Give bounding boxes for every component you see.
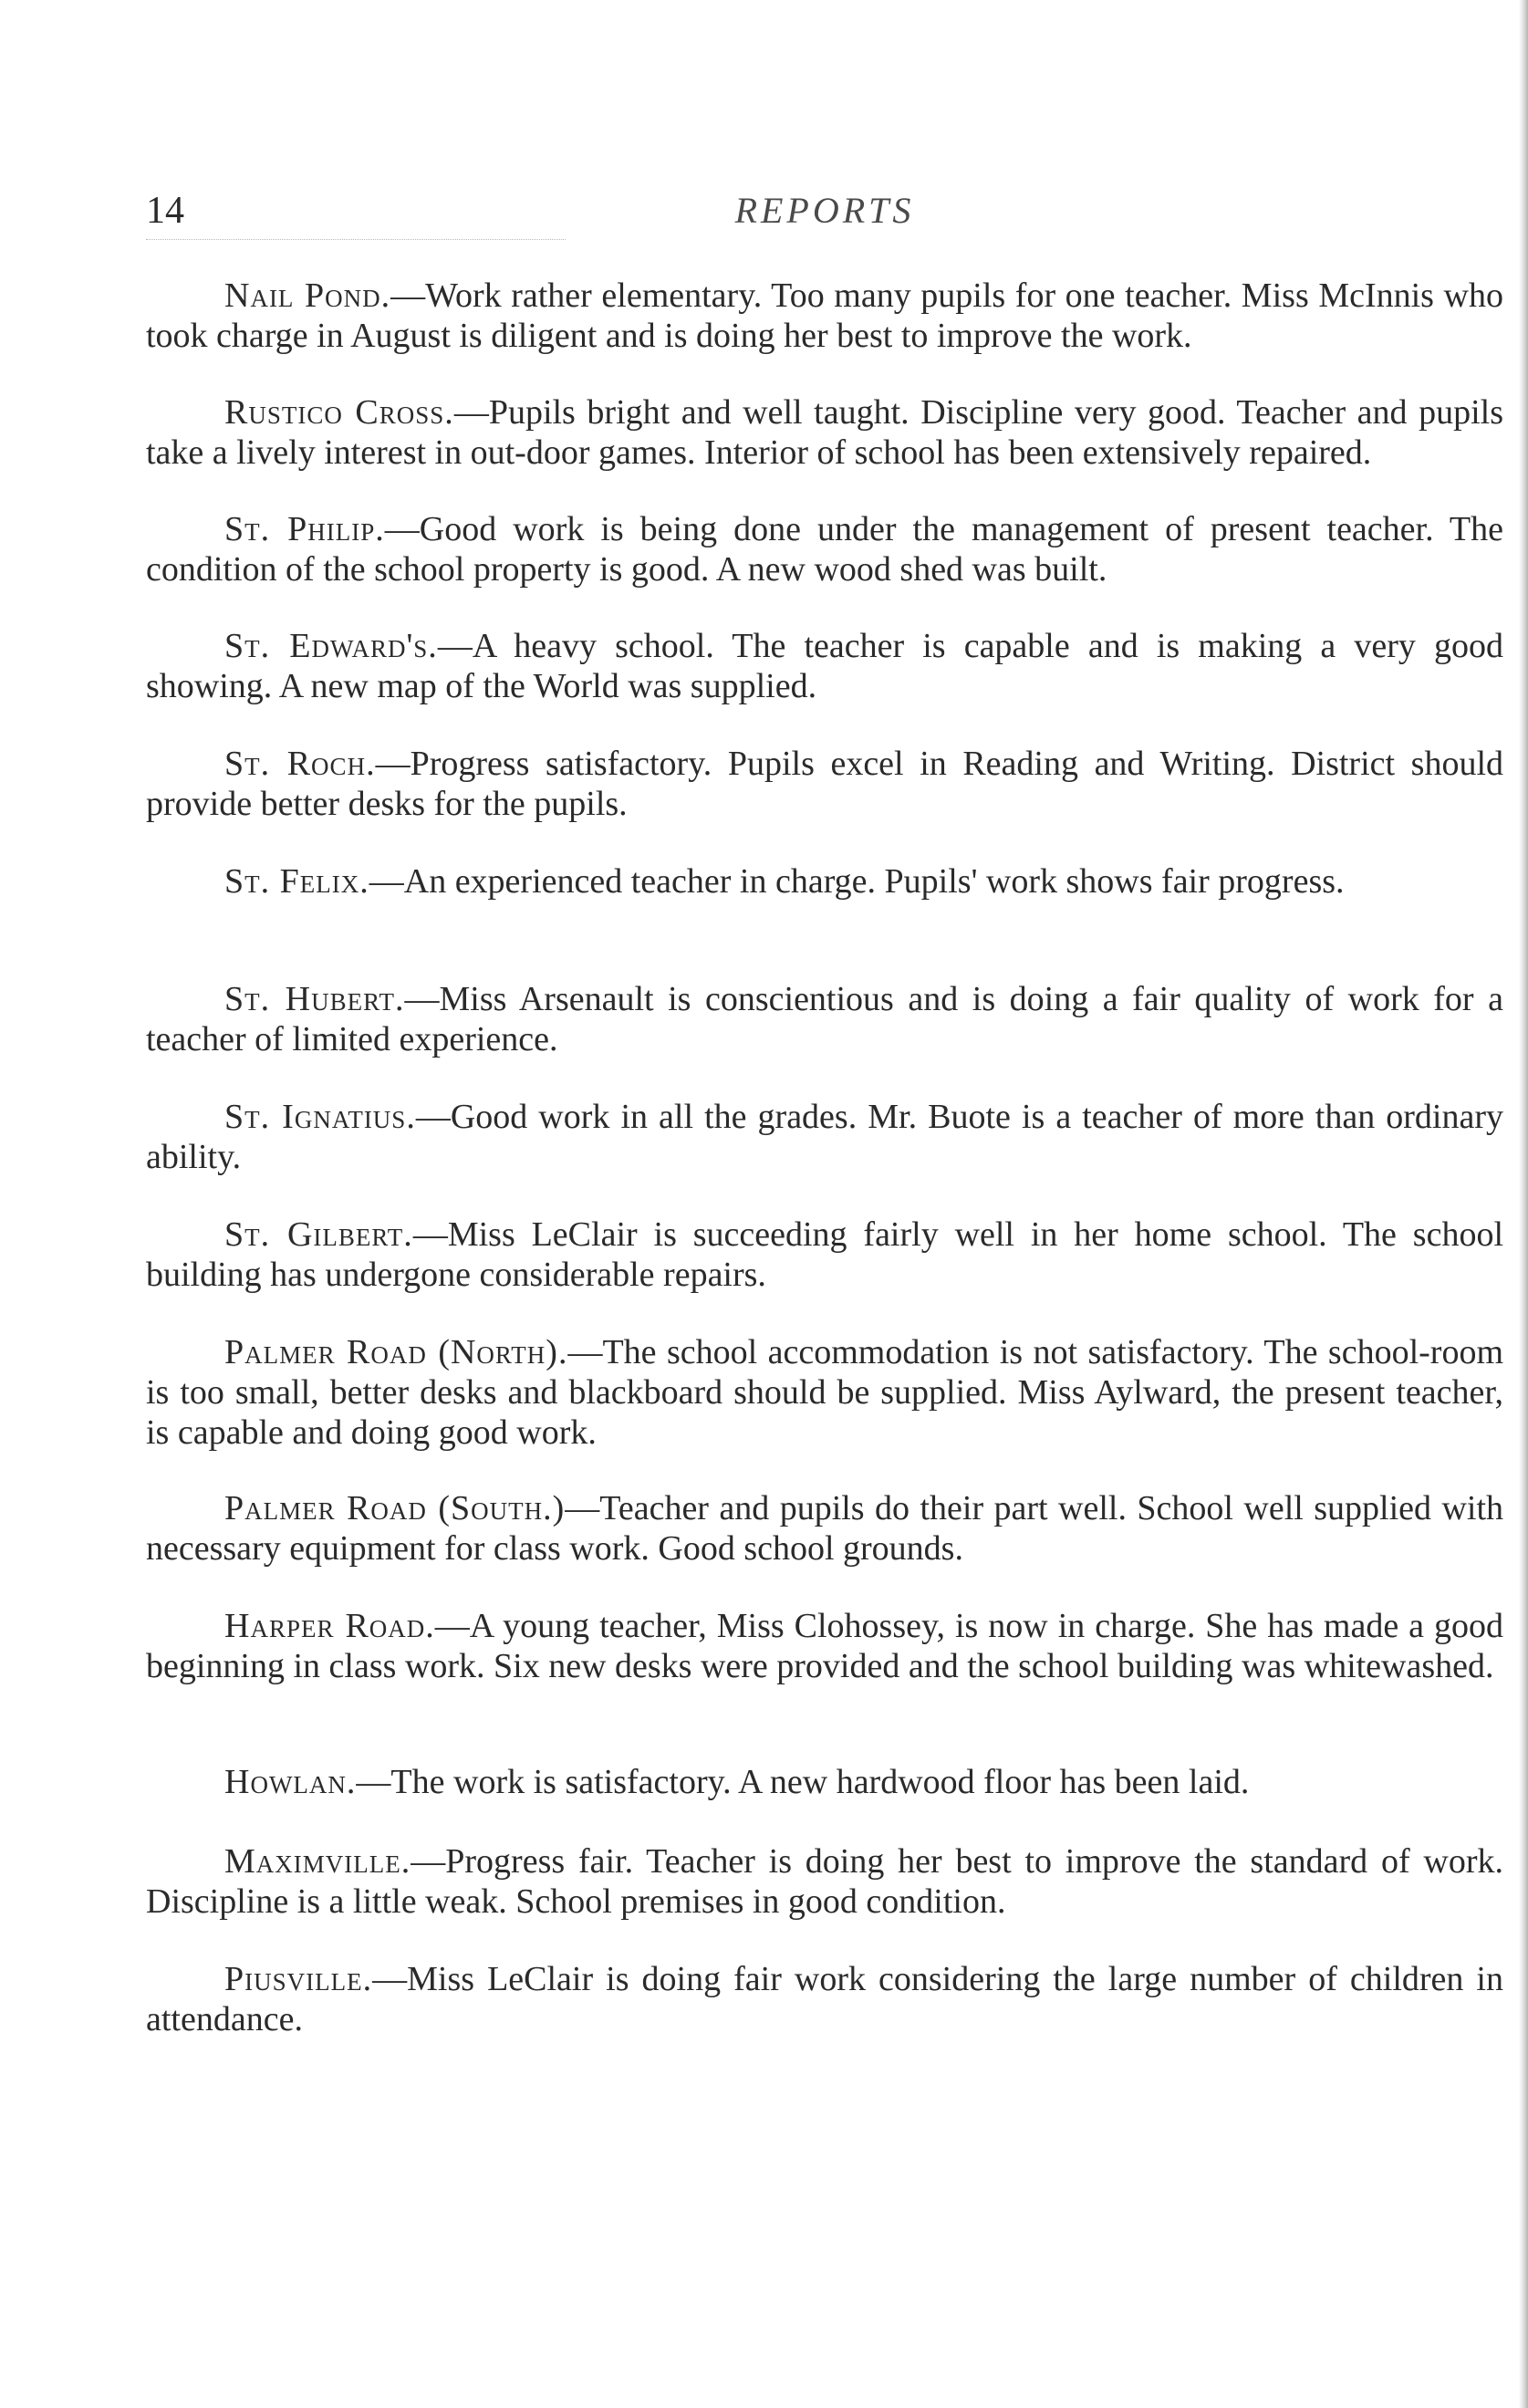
entry-text: —Good work in all the grades. Mr. Buote is a teacher of more than ordinary ability. [146, 1098, 1503, 1176]
entry-heading: Palmer Road (North). [224, 1333, 568, 1371]
entry-heading: St. Gilbert. [224, 1215, 413, 1254]
entry-text: —Progress fair. Teacher is doing her best to improve the standard of work. Discipline is a little weak. School premises in good condition. [146, 1842, 1503, 1921]
header-rule [146, 239, 566, 240]
entry-text: —Progress satisfactory. Pupils excel in Reading and Writing. District should provide better desks for the pupils. [146, 745, 1504, 823]
report-entry-palmer-road-north [146, 1332, 1504, 1452]
page-edge-shadow [1519, 0, 1528, 2408]
entry-heading: Maximville. [224, 1842, 411, 1881]
report-entry-howlan [146, 1762, 1503, 1802]
entry-text: —Good work is being done under the management of present teacher. The condition of the school property is good. A new wood shed was built. [146, 510, 1503, 589]
report-entry-st-gilbert [146, 1214, 1503, 1293]
entry-text: —The work is satisfactory. A new hardwood floor has been laid. [356, 1763, 1250, 1801]
entry-heading: Piusville. [224, 1960, 373, 1998]
entry-heading: St. Ignatius. [224, 1098, 416, 1136]
report-entry-nail-pond [146, 276, 1503, 392]
entry-heading: St. Edward's. [224, 627, 438, 665]
report-entry-st-edwards [146, 626, 1503, 704]
report-entry-st-ignatius [146, 1097, 1503, 1175]
report-entry-palmer-road-south [146, 1488, 1503, 1567]
report-entry-rustico-cross [146, 392, 1503, 509]
page-header [146, 182, 1503, 237]
entry-text: —A young teacher, Miss Clohossey, is now in charge. She has made a good beginning in class work. Six new desks were provided and the school building was whitewashed. [146, 1607, 1504, 1685]
running-head: REPORTS [734, 190, 915, 231]
report-entry-maximville [146, 1841, 1503, 1920]
entry-text: —Pupils bright and well taught. Discipline very good. Teacher and pupils take a lively interest in out-door games. Interior of school has been extensively repaired. [146, 393, 1503, 472]
page-number: 14 [146, 190, 184, 232]
entry-heading: St. Hubert. [224, 980, 405, 1018]
entry-heading: Howlan. [224, 1763, 357, 1801]
report-entry-st-hubert [146, 979, 1503, 1058]
entry-heading: Harper Road. [224, 1607, 435, 1645]
entry-text: —A heavy school. The teacher is capable and is making a very good showing. A new map of the World was supplied. [146, 627, 1503, 705]
entry-heading: Nail Pond. [224, 276, 391, 315]
entry-text: —Miss LeClair is doing fair work considering the large number of children in attendance. [146, 1960, 1503, 2038]
entry-heading: St. Felix. [224, 862, 369, 901]
entry-heading: Rustico Cross. [224, 393, 454, 432]
entry-text: —Work rather elementary. Too many pupils for one teacher. Miss McInnis who took charge in August is diligent and is doing her best to improve the work. [146, 276, 1504, 355]
entry-text: —The school accommodation is not satisfactory. The school-room is too small, better desks and blackboard should be supplied. Miss Aylward, the present teacher, is capable and doing good work. [146, 1333, 1504, 1452]
report-entry-st-philip [146, 509, 1503, 626]
entry-text: —Miss LeClair is succeeding fairly well in her home school. The school building has undergone considerable repairs. [146, 1215, 1504, 1294]
entry-text: —Teacher and pupils do their part well. School well supplied with necessary equipment for class work. Good school grounds. [146, 1489, 1503, 1568]
entry-text: —An experienced teacher in charge. Pupils' work shows fair progress. [369, 862, 1345, 901]
report-entry-harper-road [146, 1606, 1503, 1723]
report-entry-st-roch [146, 744, 1503, 822]
entry-heading: Palmer Road (South.) [224, 1489, 566, 1527]
report-entries [146, 276, 1503, 2038]
report-entry-piusville [146, 1959, 1503, 2038]
entry-heading: St. Roch. [224, 745, 376, 783]
entry-text: —Miss Arsenault is conscientious and is doing a fair quality of work for a teacher of limited experience. [146, 980, 1503, 1058]
entry-heading: St. Philip. [224, 510, 385, 548]
report-entry-st-felix [146, 861, 1503, 940]
